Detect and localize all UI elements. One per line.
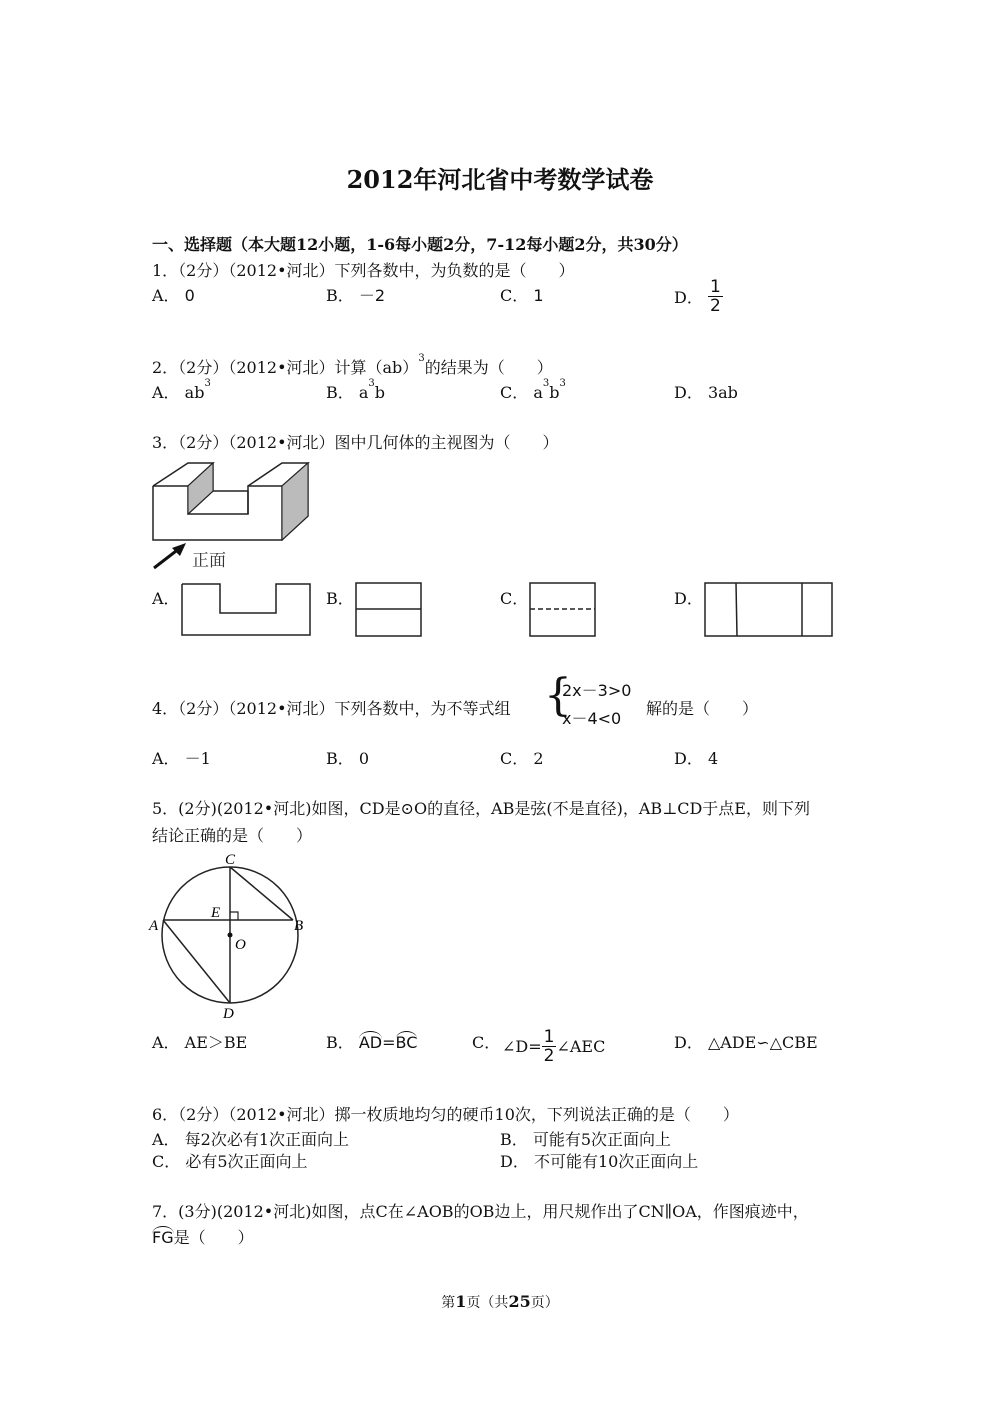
label-o: O bbox=[235, 937, 246, 953]
q3-option-d-figure[interactable] bbox=[703, 581, 835, 639]
q1-option-b[interactable]: B． －2 bbox=[326, 286, 386, 305]
q4-option-d[interactable]: D． 4 bbox=[674, 749, 719, 768]
q5-option-a[interactable]: A． AE＞BE bbox=[152, 1033, 248, 1052]
q5-option-b[interactable]: B． AD=BC bbox=[326, 1033, 418, 1052]
q3-option-a-label[interactable]: A． bbox=[152, 589, 180, 608]
q2-option-a[interactable]: A． $ab^3$ bbox=[152, 378, 211, 402]
solid-figure bbox=[148, 458, 318, 576]
q6-option-c[interactable]: C． 必有5次正面向上 bbox=[152, 1152, 308, 1171]
question-3-stem: 3．（2分）（2012•河北）图中几何体的主视图为（ ） bbox=[152, 433, 559, 452]
q2-option-d[interactable]: D． 3ab bbox=[674, 383, 738, 402]
label-c: C bbox=[225, 852, 236, 868]
q6-option-b[interactable]: B． 可能有5次正面向上 bbox=[500, 1130, 672, 1149]
q4-option-b[interactable]: B． 0 bbox=[326, 749, 370, 768]
q1-option-c[interactable]: C． 1 bbox=[500, 286, 544, 305]
q3-option-a-figure[interactable] bbox=[180, 581, 314, 639]
fraction: $\frac{1}{2}$ bbox=[543, 1027, 555, 1066]
question-5-stem-line2: 结论正确的是（ ） bbox=[152, 826, 313, 845]
q1-option-d[interactable]: D． $\frac{1}{2}$ bbox=[674, 277, 721, 316]
section-heading: 一、选择题（本大题12小题，1-6每小题2分，7-12每小题2分，共30分） bbox=[152, 235, 688, 254]
question-2-stem: 2．（2分）（2012•河北）计算（ab）$^3$的结果为（ ） bbox=[152, 353, 553, 377]
q3-option-b-figure[interactable] bbox=[354, 581, 424, 639]
arc-bc: BC bbox=[395, 1033, 418, 1052]
q4-option-c[interactable]: C． 2 bbox=[500, 749, 544, 768]
q3-option-c-label[interactable]: C． bbox=[500, 589, 529, 608]
question-5-stem-line1: 5．(2分)(2012•河北)如图，CD是⊙O的直径，AB是弦(不是直径)，AB⊥CD于点E，则下列 bbox=[152, 799, 810, 818]
question-7-stem-line2: FG是（ ） bbox=[152, 1228, 254, 1247]
fraction: $\frac{1}{2}$ bbox=[709, 277, 721, 316]
q2-option-c[interactable]: C． $a^3b^3$ bbox=[500, 378, 566, 402]
q2-option-b[interactable]: B． $a^3b$ bbox=[326, 378, 386, 402]
question-6-stem: 6．（2分）（2012•河北）掷一枚质地均匀的硬币10次，下列说法正确的是（ ） bbox=[152, 1105, 739, 1124]
label-a: A bbox=[149, 918, 159, 934]
brace-symbol: { bbox=[544, 670, 572, 721]
q6-option-a[interactable]: A． 每2次必有1次正面向上 bbox=[152, 1130, 350, 1149]
q3-option-d-label[interactable]: D． bbox=[674, 589, 703, 608]
label-d: D bbox=[223, 1006, 234, 1020]
circle-figure bbox=[145, 850, 315, 1020]
q5-option-d[interactable]: D． △ADE∽△CBE bbox=[674, 1033, 818, 1052]
q5-option-c[interactable]: ∠D= $\frac{1}{2}$ ∠AEC bbox=[502, 1027, 606, 1066]
q1-option-a[interactable]: A． 0 bbox=[152, 286, 195, 305]
question-1-stem: 1．（2分）（2012•河北）下列各数中，为负数的是（ ） bbox=[152, 261, 575, 280]
arc-fg: FG bbox=[152, 1228, 174, 1247]
inequality-1: 2x－3>0 bbox=[562, 681, 632, 700]
q3-option-c-figure[interactable] bbox=[528, 581, 598, 639]
inequality-2: x－4<0 bbox=[562, 709, 622, 728]
q5-option-c-label[interactable]: C． bbox=[472, 1033, 501, 1052]
question-7-stem-line1: 7．(3分)(2012•河北)如图，点C在∠AOB的OB边上，用尺规作出了CN∥OA，作图痕迹中， bbox=[152, 1202, 809, 1221]
front-label: 正面 bbox=[192, 551, 226, 571]
label-e: E bbox=[211, 905, 221, 921]
q3-option-b-label[interactable]: B． bbox=[326, 589, 354, 608]
q4-option-a[interactable]: A． －1 bbox=[152, 749, 211, 768]
question-4-stem-post: 解的是（ ） bbox=[646, 699, 759, 718]
page-footer: 第1页（共25页） bbox=[441, 1292, 559, 1311]
arc-ad: AD bbox=[358, 1033, 383, 1052]
question-4-stem-pre: 4．（2分）（2012•河北）下列各数中，为不等式组 bbox=[152, 699, 511, 718]
label-b: B bbox=[294, 918, 304, 934]
page-title: 2012年河北省中考数学试卷 bbox=[346, 165, 654, 194]
q6-option-d[interactable]: D． 不可能有10次正面向上 bbox=[500, 1152, 699, 1171]
